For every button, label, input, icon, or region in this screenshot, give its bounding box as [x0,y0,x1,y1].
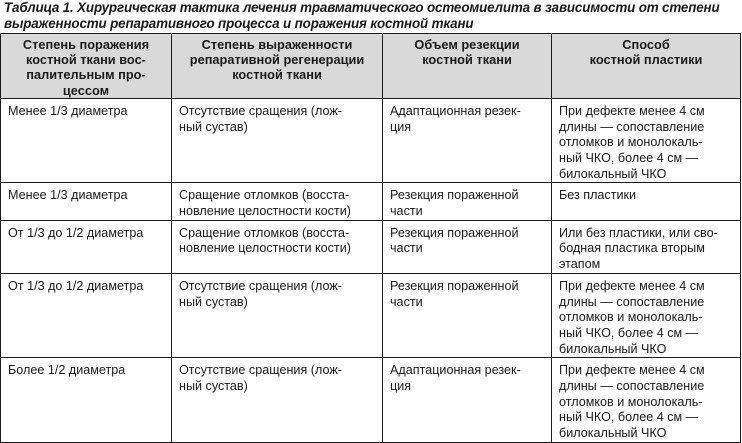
table-caption: Таблица 1. Хирургическая тактика лечения травматического остеомиелита в зависимости от степени выраженности репаративного процесса и поражения костной ткани [4,0,720,31]
cell-plasty: При дефекте менее 4 см длины — сопоставление отломков и монолокаль- ный ЧКО, более 4 см — билокальный ЧКО [552,98,741,183]
table-row [1,273,741,358]
header-row [1,34,741,99]
table-row [1,358,741,443]
cell-regeneration: Отсутствие сращения (лож- ный сустав) [172,98,383,183]
cell-regeneration: Отсутствие сращения (лож- ный сустав) [172,358,383,443]
cell-resection: Адаптационная резек- ция [383,98,552,183]
cell-regeneration: Сращение отломков (восста- новление целостности кости) [172,183,383,220]
column-header-resection: Объем резекции костной ткани [383,34,552,99]
table-row [1,183,741,220]
column-header-lesion: Степень поражения костной ткани вос- палительным про- цессом [1,34,172,99]
cell-regeneration: Отсутствие сращения (лож- ный сустав) [172,273,383,358]
cell-plasty: Без пластики [552,183,741,220]
column-header-plasty: Способ костной пластики [552,34,741,99]
cell-lesion: Менее 1/3 диаметра [1,183,172,220]
cell-lesion: Менее 1/3 диаметра [1,98,172,183]
cell-resection: Резекция пораженной части [383,273,552,358]
cell-resection: Адаптационная резек- ция [383,358,552,443]
cell-plasty: При дефекте менее 4 см длины — сопоставление отломков и монолокаль- ный ЧКО, более 4 см — билокальный ЧКО [552,273,741,358]
tactics-table [0,33,741,443]
cell-plasty: При дефекте менее 4 см длины — сопоставление отломков и монолокаль- ный ЧКО, более 4 см — билокальный ЧКО [552,358,741,443]
cell-plasty: Или без пластики, или сво- бодная пластика вторым этапом [552,220,741,273]
cell-lesion: Более 1/2 диаметра [1,358,172,443]
column-header-regeneration: Степень выраженности репаративной регенерации костной ткани [172,34,383,99]
cell-regeneration: Сращение отломков (восста- новление целостности кости) [172,220,383,273]
cell-lesion: От 1/3 до 1/2 диаметра [1,220,172,273]
table-row [1,220,741,273]
cell-resection: Резекция пораженной части [383,183,552,220]
cell-lesion: От 1/3 до 1/2 диаметра [1,273,172,358]
table-row [1,98,741,183]
cell-resection: Резекция пораженной части [383,220,552,273]
